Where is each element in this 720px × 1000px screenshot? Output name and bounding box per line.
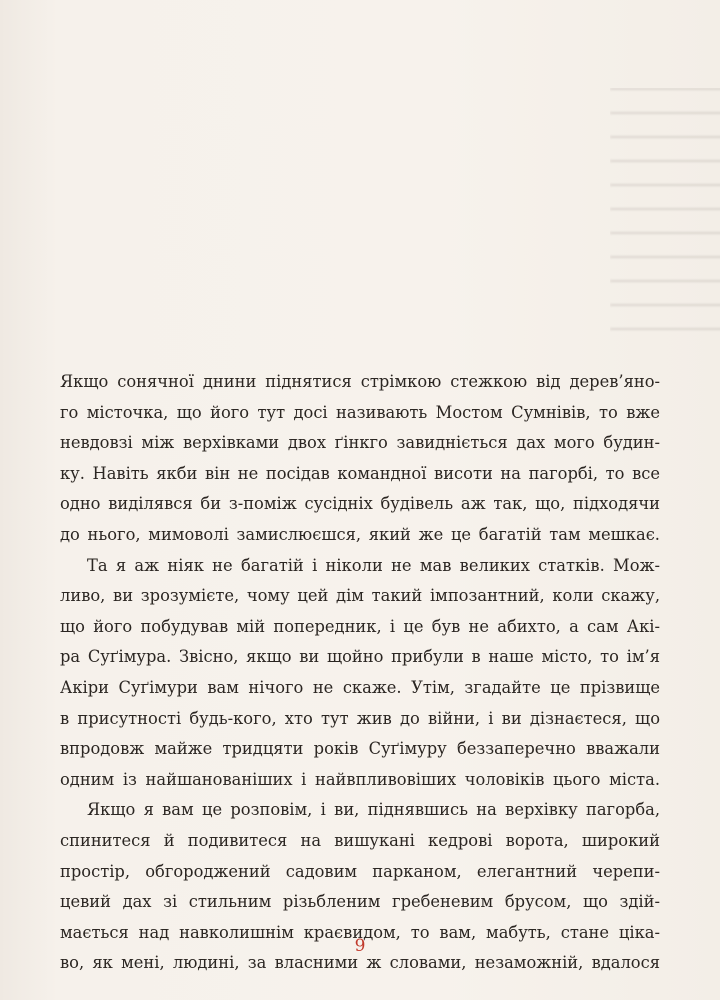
text-line: Та я аж ніяк не багатій і ніколи не мав великих статків. Мож- — [87, 555, 660, 575]
text-line: го місточка, що його тут досі називають Мостом Сумнівів, то вже — [60, 402, 660, 422]
text-line: Акіри Суґімури вам нічого не скаже. Утім, згадайте це прізвище — [60, 677, 660, 697]
paragraph-2 — [60, 551, 660, 796]
text-line: одним із найшанованіших і найвпливовіших чоловіків цього міста. — [60, 769, 660, 789]
page-number: 9 — [354, 936, 366, 956]
text-line: мається над навколишнім краєвидом, то вам, мабуть, стане ціка- — [60, 922, 660, 942]
text-line: ра Суґімура. Звісно, якщо ви щойно прибули в наше місто, то ім’я — [60, 647, 660, 667]
text-line: Якщо я вам це розповім, і ви, піднявшись на верхівку пагорба, — [87, 800, 660, 820]
text-line: ку. Навіть якби він не посідав командної висоти на пагорбі, то все — [60, 463, 660, 483]
text-line: во, як мені, людині, за власними ж словами, незаможній, вдалося — [60, 953, 660, 973]
text-line: до нього, мимоволі замислюєшся, який же це багатій там мешкає. — [60, 524, 660, 544]
text-line: спинитеся й подивитеся на вишукані кедрові ворота, широкий — [60, 830, 660, 850]
text-line: в присутності будь-кого, хто тут жив до війни, і ви дізнаєтеся, що — [60, 708, 660, 728]
text-line: Якщо сонячної днини піднятися стрімкою стежкою від дерев’яно- — [60, 372, 660, 391]
paragraph-1 — [60, 367, 660, 551]
text-line: ливо, ви зрозумієте, чому цей дім такий імпозантний, коли скажу, — [60, 586, 660, 606]
text-line: одно виділявся би з-поміж сусідніх будівель аж так, що, підходячи — [60, 494, 660, 514]
text-line: що його побудував мій попередник, і це був не абихто, а сам Акі- — [60, 616, 660, 636]
reverse-side-bleed-through — [610, 88, 720, 368]
text-line: невдовзі між верхівками двох ґінкго завидніється дах мого будин- — [60, 433, 660, 453]
text-line: простір, обгороджений садовим парканом, елегантний черепи- — [60, 861, 660, 881]
text-line: цевий дах зі стильним різьбленим гребеневим брусом, що здій- — [60, 892, 660, 912]
body-text — [60, 367, 660, 979]
text-line: впродовж майже тридцяти років Суґімуру беззаперечно вважали — [60, 739, 660, 759]
